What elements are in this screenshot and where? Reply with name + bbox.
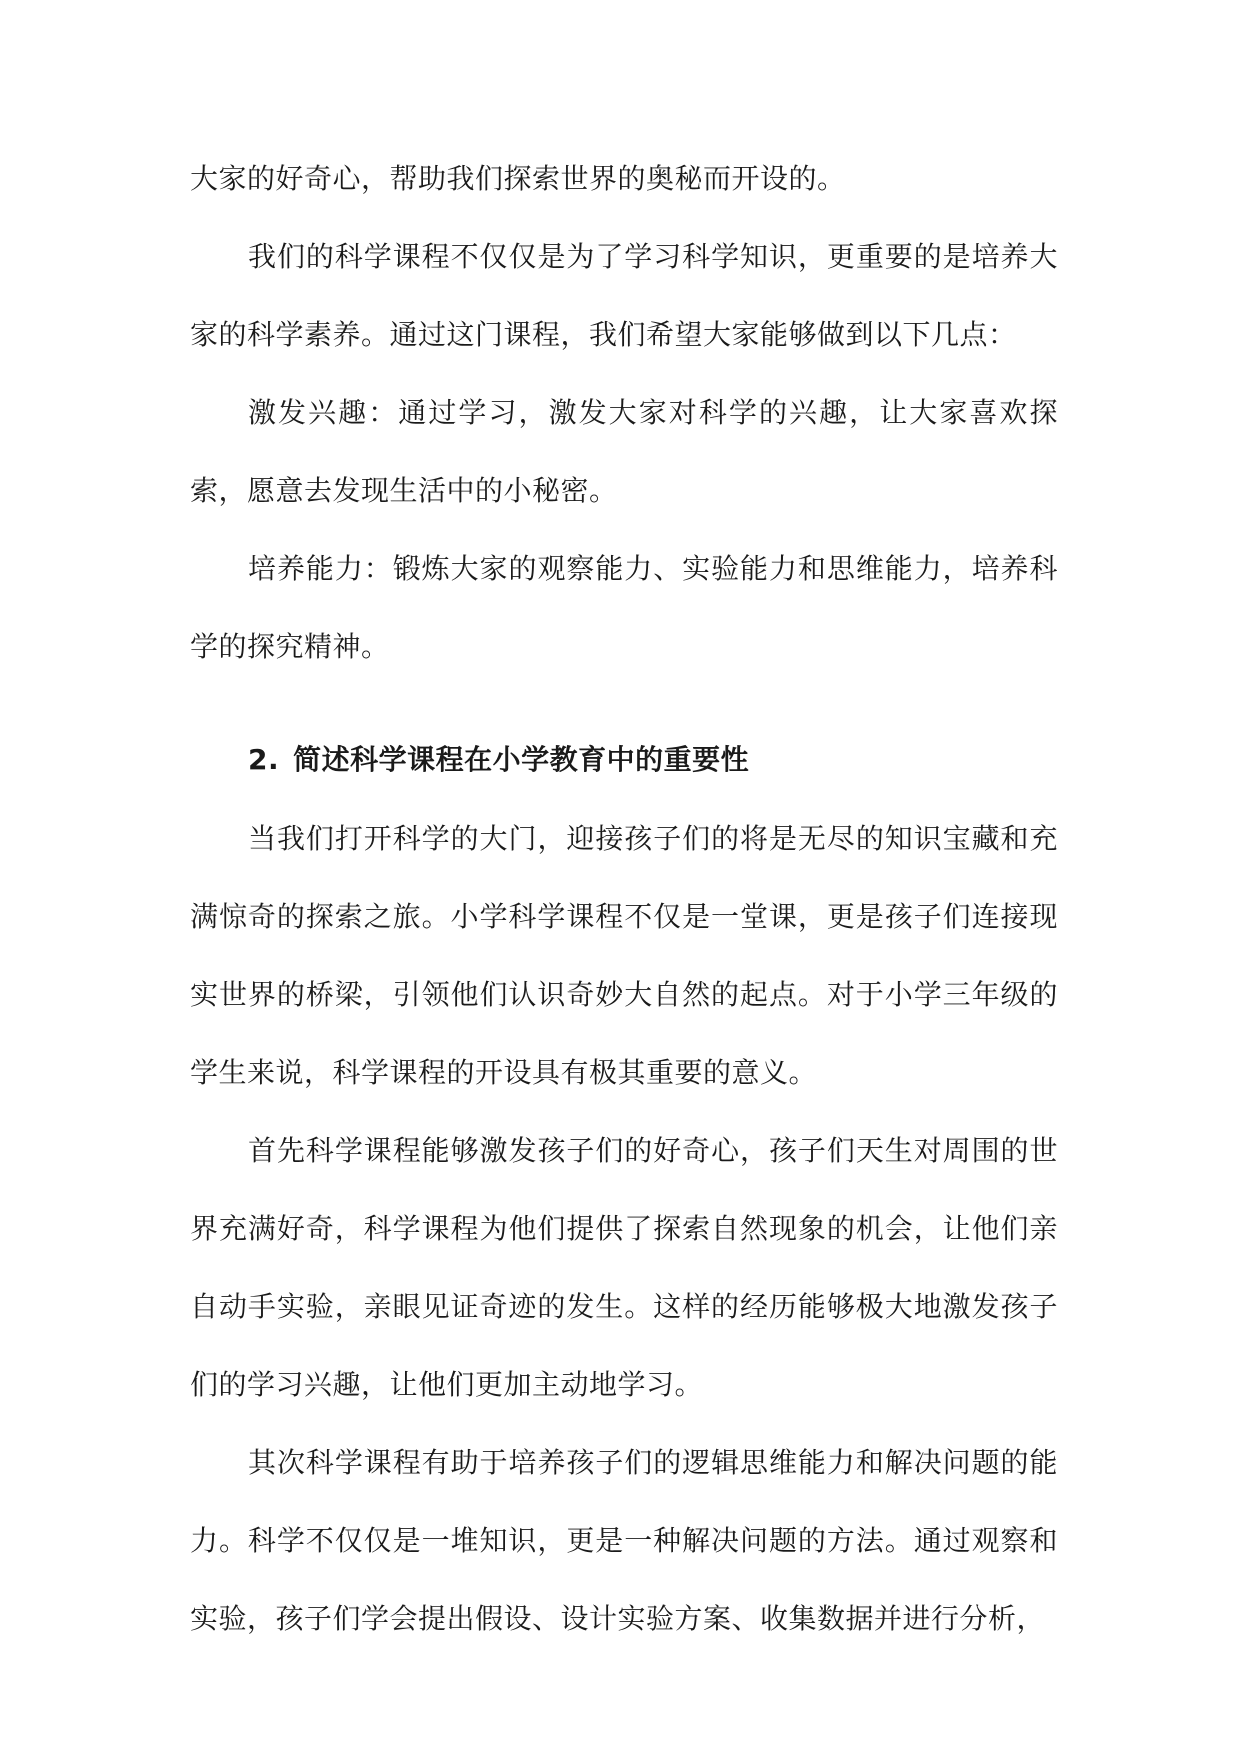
paragraph-continuation: 大家的好奇心，帮助我们探索世界的奥秘而开设的。 xyxy=(190,162,846,195)
paragraph-curiosity: 首先科学课程能够激发孩子们的好奇心，孩子们天生对周围的世界充满好奇，科学课程为他们提供了探索自然现象的机会，让他们亲自动手实验，亲眼见证奇迹的发生。这样的经历能够极大地激发孩子们的学习兴趣，让他们更加主动地学习。 xyxy=(190,1134,1058,1401)
section-title: 简述科学课程在小学教育中的重要性 xyxy=(293,743,750,776)
section-number: 2. xyxy=(248,743,280,776)
section-heading xyxy=(190,720,1058,800)
paragraph-build-ability: 培养能力：锻炼大家的观察能力、实验能力和思维能力，培养科学的探究精神。 xyxy=(190,552,1058,663)
paragraph-logic: 其次科学课程有助于培养孩子们的逻辑思维能力和解决问题的能力。科学不仅仅是一堆知识，更是一种解决问题的方法。通过观察和实验，孩子们学会提出假设、设计实验方案、收集数据并进行分析， xyxy=(190,1446,1058,1635)
paragraph-course-goals: 我们的科学课程不仅仅是为了学习科学知识，更重要的是培养大家的科学素养。通过这门课程，我们希望大家能够做到以下几点： xyxy=(190,240,1058,351)
paragraph-intro: 当我们打开科学的大门，迎接孩子们的将是无尽的知识宝藏和充满惊奇的探索之旅。小学科学课程不仅是一堂课，更是孩子们连接现实世界的桥梁，引领他们认识奇妙大自然的起点。对于小学三年级的学生来说，科学课程的开设具有极其重要的意义。 xyxy=(190,822,1058,1089)
paragraph-spark-interest: 激发兴趣：通过学习，激发大家对科学的兴趣，让大家喜欢探索，愿意去发现生活中的小秘密。 xyxy=(190,396,1058,507)
document-body xyxy=(190,140,1058,1658)
